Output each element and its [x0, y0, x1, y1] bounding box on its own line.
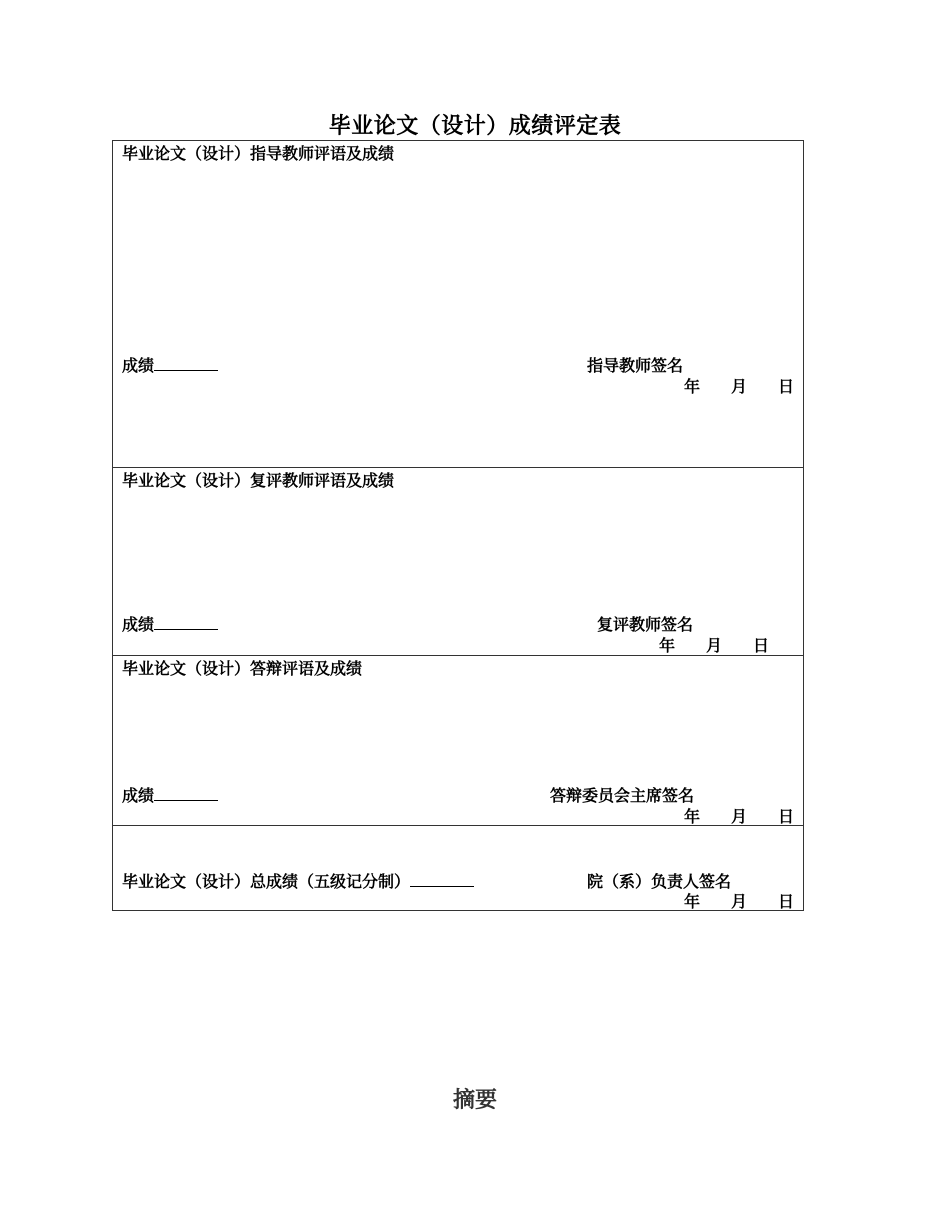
reviewer-signature-label: 复评教师签名 — [597, 615, 694, 634]
date-year: 年 — [684, 807, 701, 826]
advisor-grade-blank[interactable] — [154, 355, 218, 371]
date-day: 日 — [753, 636, 770, 655]
defense-section — [113, 655, 803, 825]
date-year: 年 — [684, 377, 701, 396]
reviewer-grade — [122, 614, 218, 636]
reviewer-grade-blank[interactable] — [154, 614, 218, 630]
date-month: 月 — [731, 892, 748, 911]
advisor-section — [113, 141, 803, 467]
date-month: 月 — [731, 807, 748, 826]
reviewer-section — [113, 467, 803, 655]
total-grade-blank[interactable] — [410, 871, 474, 887]
reviewer-date — [659, 635, 769, 657]
defense-heading: 毕业论文（设计）答辩评语及成绩 — [122, 659, 363, 678]
date-year: 年 — [659, 636, 676, 655]
date-month: 月 — [731, 377, 748, 396]
date-month: 月 — [706, 636, 723, 655]
reviewer-heading: 毕业论文（设计）复评教师评语及成绩 — [122, 471, 395, 490]
defense-grade — [122, 785, 218, 807]
reviewer-grade-label: 成绩 — [122, 615, 155, 634]
evaluation-table — [112, 140, 804, 911]
defense-grade-label: 成绩 — [122, 786, 155, 805]
advisor-grade-label: 成绩 — [122, 356, 155, 375]
date-day: 日 — [778, 807, 795, 826]
total-grade — [122, 871, 474, 893]
advisor-grade — [122, 355, 218, 377]
date-day: 日 — [778, 892, 795, 911]
date-year: 年 — [684, 892, 701, 911]
defense-grade-blank[interactable] — [154, 785, 218, 801]
dept-head-signature-label: 院（系）负责人签名 — [587, 872, 732, 891]
page-title: 毕业论文（设计）成绩评定表 — [328, 114, 622, 139]
advisor-heading: 毕业论文（设计）指导教师评语及成绩 — [122, 144, 395, 163]
total-date — [684, 891, 794, 913]
total-grade-label: 毕业论文（设计）总成绩（五级记分制） — [122, 872, 411, 891]
advisor-signature-label: 指导教师签名 — [587, 356, 684, 375]
date-day: 日 — [778, 377, 795, 396]
defense-signature-label: 答辩委员会主席签名 — [550, 786, 695, 805]
advisor-date — [684, 376, 794, 398]
abstract-heading: 摘要 — [452, 1088, 497, 1113]
total-section — [113, 825, 803, 910]
